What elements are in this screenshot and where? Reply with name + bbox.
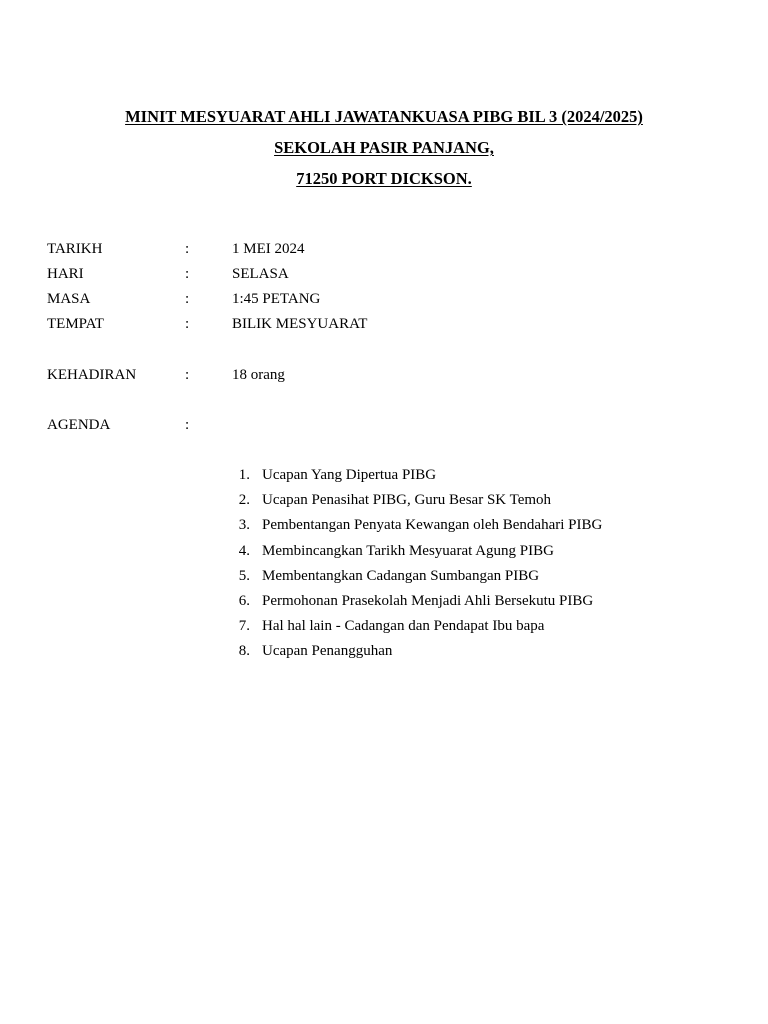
detail-row-hari (0, 264, 768, 284)
agenda-item-number: 5. (238, 567, 250, 584)
agenda-item-number: 4. (238, 542, 250, 559)
detail-label: KEHADIRAN (47, 367, 137, 383)
detail-colon: : (185, 316, 190, 332)
agenda-list (0, 465, 768, 667)
detail-colon: : (185, 417, 190, 433)
detail-row-tempat (0, 314, 768, 334)
agenda-item (0, 490, 768, 515)
detail-value: 1 MEI 2024 (232, 241, 305, 257)
detail-value: SELASA (232, 266, 289, 282)
document-title (0, 101, 768, 194)
detail-label: TARIKH (47, 241, 103, 257)
agenda-item (0, 641, 768, 666)
title-line-3: 71250 PORT DICKSON. (296, 169, 472, 188)
agenda-item-number: 1. (238, 467, 250, 483)
agenda-item-text: Membincangkan Tarikh Mesyuarat Agung PIBG (262, 542, 554, 559)
agenda-item-number: 8. (238, 643, 250, 660)
agenda-item-text: Hal hal lain - Cadangan dan Pendapat Ibu bapa (262, 618, 545, 635)
detail-colon: : (185, 241, 190, 257)
title-line-2: SEKOLAH PASIR PANJANG, (274, 138, 494, 157)
agenda-item (0, 465, 768, 490)
agenda-item (0, 515, 768, 540)
detail-row-masa (0, 289, 768, 309)
detail-label: AGENDA (47, 417, 111, 433)
agenda-item-text: Membentangkan Cadangan Sumbangan PIBG (262, 567, 540, 584)
detail-value: BILIK MESYUARAT (232, 316, 368, 332)
detail-colon: : (185, 266, 190, 282)
detail-label: MASA (47, 291, 91, 307)
agenda-item-text: Pembentangan Penyata Kewangan oleh Bendahari PIBG (262, 517, 603, 534)
detail-value: 18 orang (232, 367, 285, 383)
agenda-item-text: Ucapan Penangguhan (262, 643, 393, 660)
agenda-item-text: Ucapan Yang Dipertua PIBG (262, 467, 437, 483)
agenda-item-number: 3. (238, 517, 250, 534)
detail-value: 1:45 PETANG (232, 291, 321, 307)
detail-colon: : (185, 367, 190, 383)
detail-row-tarikh (0, 239, 768, 259)
agenda-item (0, 616, 768, 641)
agenda-item-number: 7. (238, 618, 250, 635)
detail-row-agenda (0, 415, 768, 435)
detail-label: TEMPAT (47, 316, 104, 332)
agenda-item-text: Ucapan Penasihat PIBG, Guru Besar SK Temoh (262, 492, 552, 509)
title-line-1: MINIT MESYUARAT AHLI JAWATANKUASA PIBG BIL 3 (2024/2025) (125, 107, 643, 126)
detail-label: HARI (47, 266, 84, 282)
agenda-item (0, 541, 768, 566)
detail-colon: : (185, 291, 190, 307)
detail-row-kehadiran (0, 365, 768, 385)
agenda-item-text: Permohonan Prasekolah Menjadi Ahli Bersekutu PIBG (262, 592, 594, 609)
agenda-item (0, 591, 768, 616)
agenda-item (0, 566, 768, 591)
agenda-item-number: 2. (238, 492, 250, 509)
agenda-item-number: 6. (238, 592, 250, 609)
